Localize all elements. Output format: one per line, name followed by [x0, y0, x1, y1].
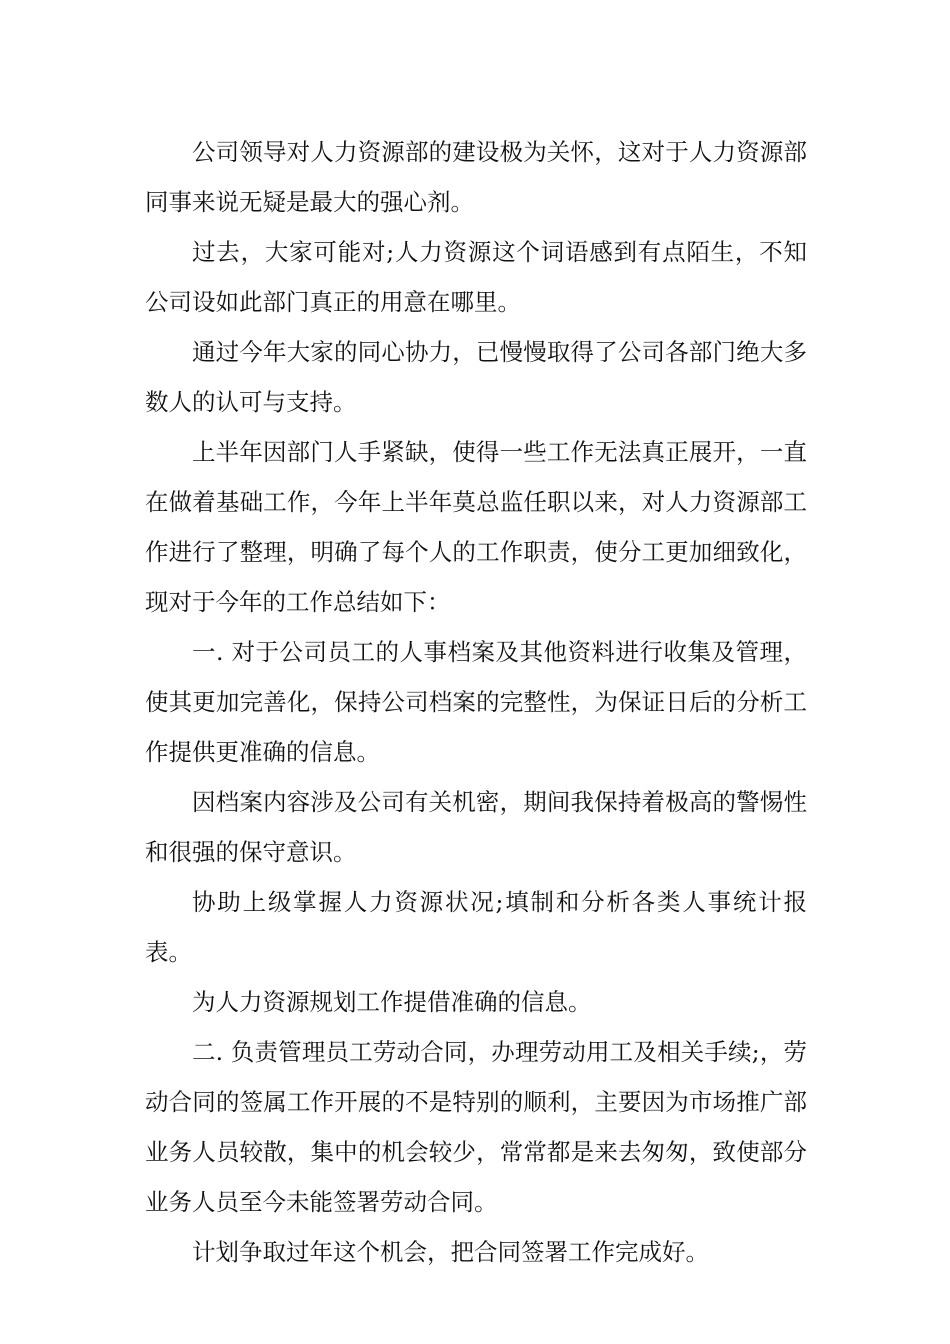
paragraph: 协助上级掌握人力资源状况;填制和分析各类人事统计报表。 — [145, 888, 807, 966]
document-body — [145, 127, 807, 1277]
paragraph: 一. 对于公司员工的人事档案及其他资料进行收集及管理，使其更加完善化，保持公司档案的完整性，为保证日后的分析工作提供更准确的信息。 — [145, 638, 807, 766]
paragraph: 上半年因部门人手紧缺，使得一些工作无法真正展开，一直在做着基础工作，今年上半年莫总监任职以来，对人力资源部工作进行了整理，明确了每个人的工作职责，使分工更加细致化，现对于今年的工作总结如下： — [145, 438, 807, 616]
paragraph: 公司领导对人力资源部的建设极为关怀，这对于人力资源部同事来说无疑是最大的强心剂。 — [145, 138, 807, 216]
paragraph: 过去，大家可能对;人力资源这个词语感到有点陌生，不知公司设如此部门真正的用意在哪里。 — [145, 238, 807, 316]
paragraph: 二. 负责管理员工劳动合同，办理劳动用工及相关手续;，劳动合同的签属工作开展的不是特别的顺利，主要因为市场推广部业务人员较散，集中的机会较少，常常都是来去匆匆，致使部分业务人员至今未能签署劳动合同。 — [145, 1038, 807, 1216]
paragraph: 通过今年大家的同心协力，已慢慢取得了公司各部门绝大多数人的认可与支持。 — [145, 338, 807, 416]
paragraph: 计划争取过年这个机会，把合同签署工作完成好。 — [192, 1238, 709, 1266]
paragraph: 为人力资源规划工作提借准确的信息。 — [192, 988, 592, 1016]
paragraph: 因档案内容涉及公司有关机密，期间我保持着极高的警惕性和很强的保守意识。 — [145, 788, 807, 866]
